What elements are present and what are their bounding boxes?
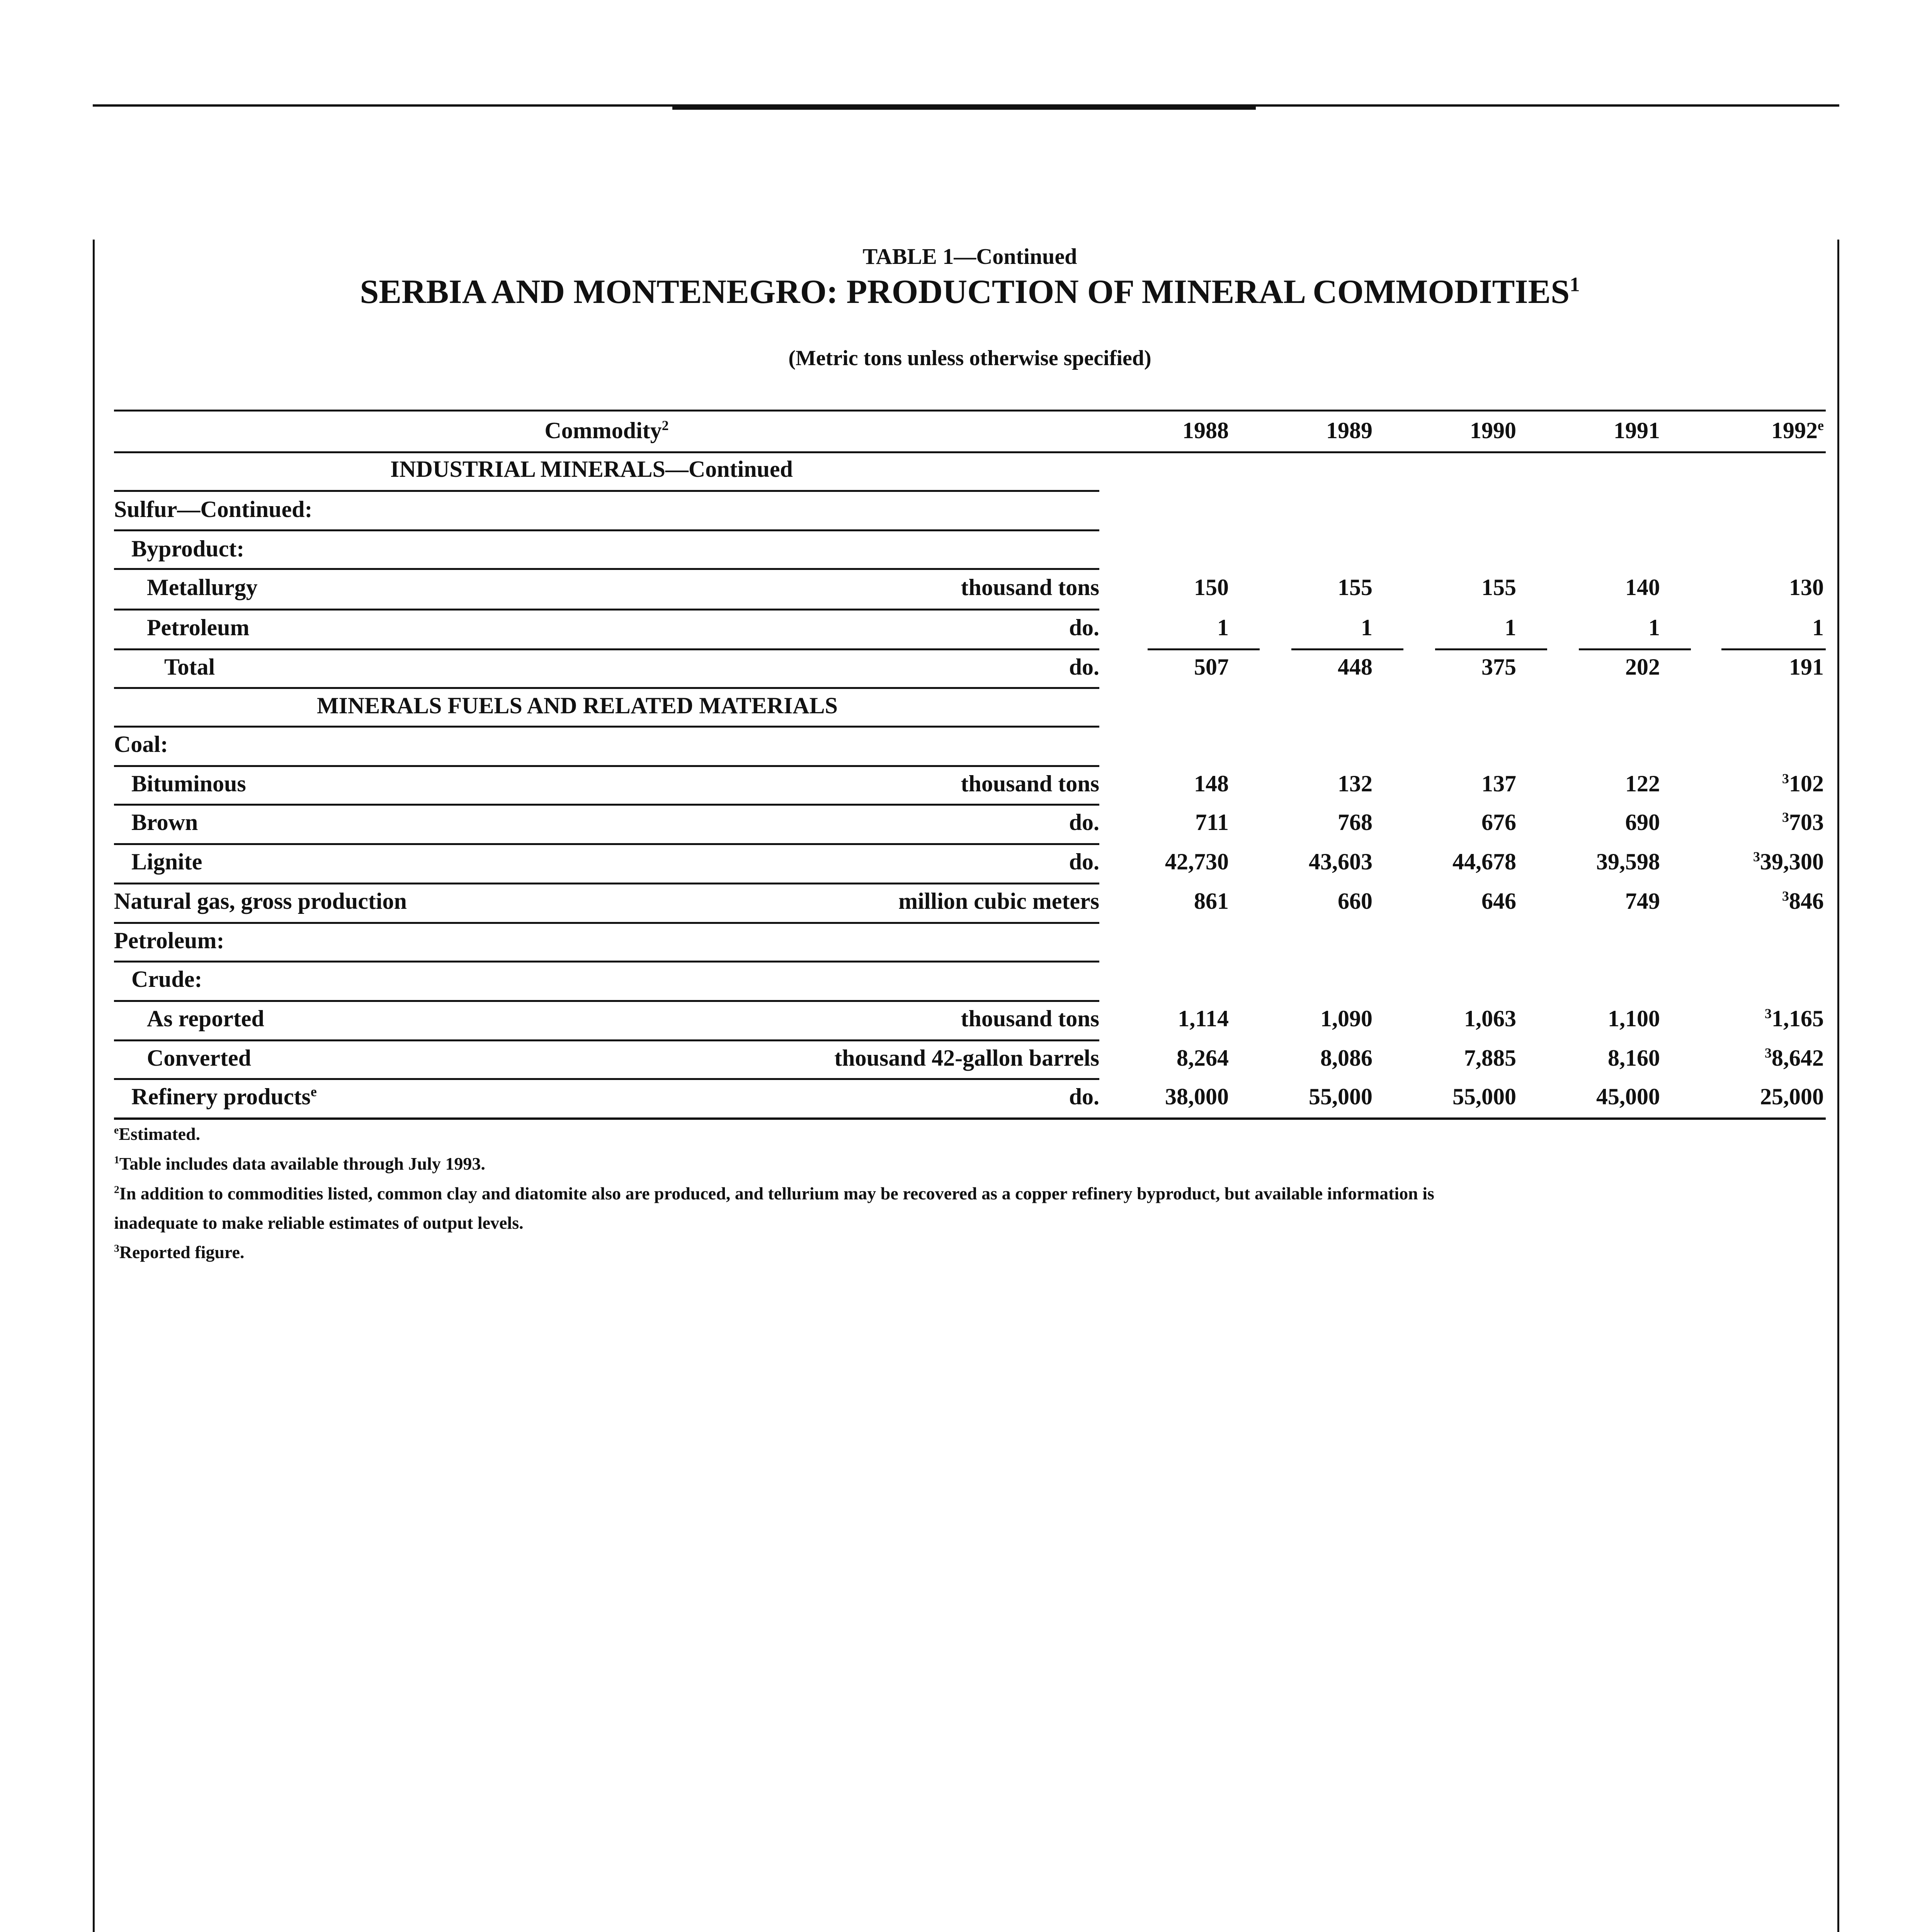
cell-refinery-1988: 38,000: [1165, 1084, 1229, 1109]
cell-bituminous-1992: [1696, 770, 1824, 797]
sum-rule-1989: [1291, 648, 1403, 650]
cell-bituminous-1990: 137: [1481, 771, 1516, 796]
row-rule: [114, 961, 1099, 963]
footnote-mark: e: [114, 1124, 119, 1136]
footnote-mark: 2: [114, 1183, 119, 1196]
sum-rule-1990: [1435, 648, 1547, 650]
cell-as-reported-1989: 1,090: [1320, 1006, 1372, 1031]
row-rule: [114, 1078, 1099, 1080]
value: 846: [1789, 888, 1824, 914]
cell-converted-1988: 8,264: [1177, 1045, 1229, 1071]
sum-rule-1991: [1579, 648, 1691, 650]
footnote-2: [114, 1183, 1434, 1204]
row-rule: [114, 922, 1099, 924]
row-unit-bituminous: thousand tons: [961, 771, 1099, 796]
title-note: 1: [1570, 273, 1580, 296]
cell-metallurgy-1991: 140: [1625, 575, 1660, 600]
cell-lignite-1992: [1696, 849, 1824, 875]
footnote-estimated: [114, 1124, 200, 1144]
cell-brown-1990: 676: [1481, 810, 1516, 835]
row-unit-total: do.: [1069, 654, 1099, 680]
year-1990-header: 1990: [1470, 418, 1516, 443]
footnote-text: In addition to commodities listed, common clay and diatomite also are produced, and tellurium may be recovered as a copper refinery byproduct, but available information is: [119, 1184, 1434, 1203]
reported-mark: 3: [1782, 810, 1789, 825]
row-unit-natural-gas: million cubic meters: [898, 888, 1099, 914]
cell-refinery-1991: 45,000: [1596, 1084, 1660, 1109]
header-top-rule: [114, 410, 1826, 412]
cell-natural-gas-1992: [1696, 888, 1824, 915]
footnote-mark: 3: [114, 1242, 119, 1254]
footnote-text: Table includes data available through July 1993.: [119, 1154, 485, 1173]
table-bottom-rule: [114, 1117, 1826, 1120]
row-rule: [114, 1039, 1099, 1041]
header-bottom-rule: [114, 451, 1826, 453]
row-unit-refinery: do.: [1069, 1084, 1099, 1109]
cell-metallurgy-1989: 155: [1338, 575, 1372, 600]
row-unit-lignite: do.: [1069, 849, 1099, 874]
row-rule: [114, 529, 1099, 531]
cell-total-1988: 507: [1194, 654, 1229, 680]
row-rule: [114, 804, 1099, 806]
row-rule: [114, 843, 1099, 845]
row-label-converted: Converted: [147, 1045, 251, 1071]
value: 102: [1789, 771, 1824, 796]
cell-bituminous-1988: 148: [1194, 771, 1229, 796]
cell-total-1992: 191: [1789, 654, 1824, 680]
value: 1,165: [1772, 1006, 1824, 1031]
cell-petroleum-sulfur-1988: 1: [1217, 615, 1229, 640]
row-label-total: Total: [164, 654, 215, 680]
footnote-2-continued: inadequate to make reliable estimates of output levels.: [114, 1213, 524, 1233]
row-rule: [114, 1000, 1099, 1002]
row-unit-metallurgy: thousand tons: [961, 575, 1099, 600]
cell-bituminous-1989: 132: [1338, 771, 1372, 796]
cell-converted-1989: 8,086: [1320, 1045, 1372, 1071]
cell-as-reported-1991: 1,100: [1608, 1006, 1660, 1031]
cell-brown-1992: [1696, 809, 1824, 836]
cell-total-1989: 448: [1338, 654, 1372, 680]
cell-bituminous-1991: 122: [1625, 771, 1660, 796]
row-rule: [114, 883, 1099, 884]
year-1992-note: e: [1818, 418, 1824, 433]
reported-mark: 3: [1782, 771, 1789, 786]
cell-petroleum-sulfur-1990: 1: [1505, 615, 1516, 640]
row-label-petroleum-sulfur: Petroleum: [147, 615, 250, 640]
cell-brown-1991: 690: [1625, 810, 1660, 835]
refinery-label-text: Refinery products: [131, 1084, 311, 1109]
sum-rule-1992: [1721, 648, 1826, 650]
cell-natural-gas-1988: 861: [1194, 888, 1229, 914]
row-label-petroleum: Petroleum:: [114, 928, 224, 953]
reported-mark: 3: [1782, 888, 1789, 904]
row-label-byproduct: Byproduct:: [131, 536, 245, 561]
sum-rule-1988: [1148, 648, 1260, 650]
row-label-lignite: Lignite: [131, 849, 202, 874]
year-1991-header: 1991: [1614, 418, 1660, 443]
cell-lignite-1989: 43,603: [1309, 849, 1372, 874]
section-fuels-rule: [114, 726, 1099, 728]
row-rule: [114, 568, 1099, 570]
row-unit-petroleum-sulfur: do.: [1069, 615, 1099, 640]
cell-petroleum-sulfur-1989: 1: [1361, 615, 1372, 640]
section-industrial: INDUSTRIAL MINERALS—Continued: [390, 456, 793, 482]
cell-total-1990: 375: [1481, 654, 1516, 680]
cell-metallurgy-1992: 130: [1789, 575, 1824, 600]
cell-petroleum-sulfur-1992: 1: [1812, 615, 1824, 640]
cell-converted-1991: 8,160: [1608, 1045, 1660, 1071]
row-label-coal: Coal:: [114, 731, 168, 757]
footnote-3: [114, 1242, 244, 1262]
refinery-label-note: e: [310, 1084, 317, 1099]
cell-converted-1990: 7,885: [1464, 1045, 1516, 1071]
cell-lignite-1991: 39,598: [1596, 849, 1660, 874]
footnote-mark: 1: [114, 1153, 119, 1166]
commodity-header-text: Commodity: [544, 418, 662, 443]
row-rule: [114, 609, 1099, 611]
commodity-header-note: 2: [662, 418, 669, 433]
cell-natural-gas-1989: 660: [1338, 888, 1372, 914]
cell-natural-gas-1990: 646: [1481, 888, 1516, 914]
row-label-refinery: [131, 1083, 317, 1110]
cell-refinery-1992: 25,000: [1760, 1084, 1824, 1109]
cell-brown-1988: 711: [1195, 810, 1229, 835]
right-margin-rule: [1837, 240, 1839, 1932]
row-unit-brown: do.: [1069, 810, 1099, 835]
footnote-text: Estimated.: [119, 1124, 201, 1144]
cell-metallurgy-1990: 155: [1481, 575, 1516, 600]
reported-mark: 3: [1765, 1045, 1772, 1061]
value: 703: [1789, 810, 1824, 835]
commodity-header: [114, 417, 1099, 444]
top-rule-thick: [672, 104, 1256, 110]
year-1989-header: 1989: [1326, 418, 1372, 443]
cell-metallurgy-1988: 150: [1194, 575, 1229, 600]
row-label-brown: Brown: [131, 810, 198, 835]
footnote-text: Reported figure.: [119, 1242, 245, 1262]
cell-as-reported-1988: 1,114: [1178, 1006, 1229, 1031]
row-label-metallurgy: Metallurgy: [147, 575, 258, 600]
footnote-1: [114, 1153, 485, 1174]
row-label-natural-gas: Natural gas, gross production: [114, 888, 407, 914]
cell-lignite-1990: 44,678: [1452, 849, 1516, 874]
row-label-as-reported: As reported: [147, 1006, 264, 1031]
table-title: [114, 272, 1826, 311]
row-label-crude: Crude:: [131, 966, 202, 992]
cell-converted-1992: [1696, 1045, 1824, 1071]
table-title-text: SERBIA AND MONTENEGRO: PRODUCTION OF MINERAL COMMODITIES: [360, 273, 1570, 311]
cell-brown-1989: 768: [1338, 810, 1372, 835]
table-subtitle: (Metric tons unless otherwise specified): [788, 346, 1151, 370]
section-industrial-rule: [114, 490, 1099, 492]
row-label-bituminous: Bituminous: [131, 771, 246, 796]
cell-petroleum-sulfur-1991: 1: [1648, 615, 1660, 640]
value: 8,642: [1772, 1045, 1824, 1071]
table-label: TABLE 1—Continued: [862, 244, 1077, 269]
cell-natural-gas-1991: 749: [1625, 888, 1660, 914]
row-rule: [114, 687, 1099, 689]
section-fuels: MINERALS FUELS AND RELATED MATERIALS: [317, 693, 838, 718]
reported-mark: 3: [1765, 1006, 1772, 1021]
left-margin-rule: [93, 240, 95, 1932]
row-rule: [114, 765, 1099, 767]
year-1992-header: [1696, 417, 1824, 444]
row-unit-as-reported: thousand tons: [961, 1006, 1099, 1031]
year-1992-text: 1992: [1771, 418, 1818, 443]
row-unit-converted: thousand 42-gallon barrels: [834, 1045, 1099, 1071]
cell-as-reported-1992: [1696, 1005, 1824, 1032]
cell-as-reported-1990: 1,063: [1464, 1006, 1516, 1031]
row-rule: [114, 648, 1099, 650]
cell-refinery-1990: 55,000: [1452, 1084, 1516, 1109]
year-1988-header: 1988: [1182, 418, 1229, 443]
value: 39,300: [1760, 849, 1824, 874]
cell-refinery-1989: 55,000: [1309, 1084, 1372, 1109]
cell-lignite-1988: 42,730: [1165, 849, 1229, 874]
cell-total-1991: 202: [1625, 654, 1660, 680]
reported-mark: 3: [1753, 849, 1760, 864]
row-label-sulfur: Sulfur—Continued:: [114, 497, 313, 522]
